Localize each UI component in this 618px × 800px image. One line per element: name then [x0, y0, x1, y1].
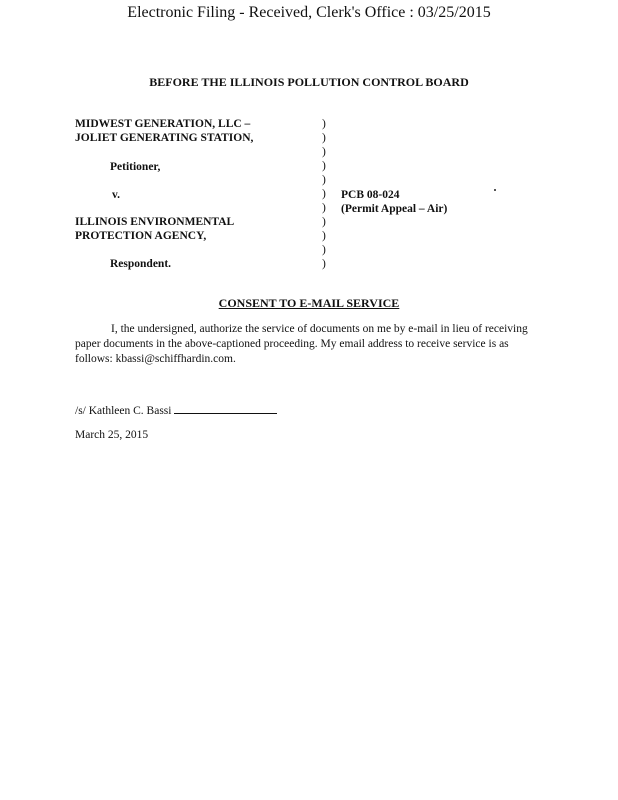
paren: )	[322, 202, 326, 214]
board-title: BEFORE THE ILLINOIS POLLUTION CONTROL BOARD	[149, 75, 469, 89]
signature-block	[75, 403, 277, 417]
electronic-filing-header: Electronic Filing - Received, Clerk's Office : 03/25/2015	[127, 4, 491, 21]
versus: v.	[112, 189, 120, 201]
respondent-role: Respondent.	[110, 258, 172, 270]
petitioner-name-line2: JOLIET GENERATING STATION,	[75, 132, 254, 144]
petitioner-name-line1: MIDWEST GENERATION, LLC –	[75, 118, 251, 130]
paren: )	[322, 230, 326, 242]
respondent-name-line2: PROTECTION AGENCY,	[75, 230, 207, 242]
document-date: March 25, 2015	[75, 429, 149, 441]
paren: )	[322, 258, 326, 270]
paren: )	[322, 160, 326, 172]
paren: )	[322, 146, 326, 158]
case-number: PCB 08-024	[341, 189, 400, 201]
petitioner-role: Petitioner,	[110, 161, 161, 173]
consent-paragraph: I, the undersigned, authorize the service of documents on me by e-mail in lieu of receiving paper documents in the above-captioned proceeding. My email address to receive service is as follows: kbassi@schiffhardin.com.	[75, 323, 528, 365]
respondent-name-line1: ILLINOIS ENVIRONMENTAL	[75, 216, 235, 228]
stray-mark	[494, 189, 496, 191]
paren: )	[322, 132, 326, 144]
paren: )	[322, 244, 326, 256]
document-heading: CONSENT TO E-MAIL SERVICE	[218, 296, 400, 310]
paren: )	[322, 188, 326, 200]
paren: )	[322, 118, 326, 130]
paren: )	[322, 174, 326, 186]
case-type: (Permit Appeal – Air)	[341, 203, 448, 215]
signature-text: /s/ Kathleen C. Bassi	[75, 405, 172, 417]
paren: )	[322, 216, 326, 228]
signature-line	[174, 403, 277, 414]
